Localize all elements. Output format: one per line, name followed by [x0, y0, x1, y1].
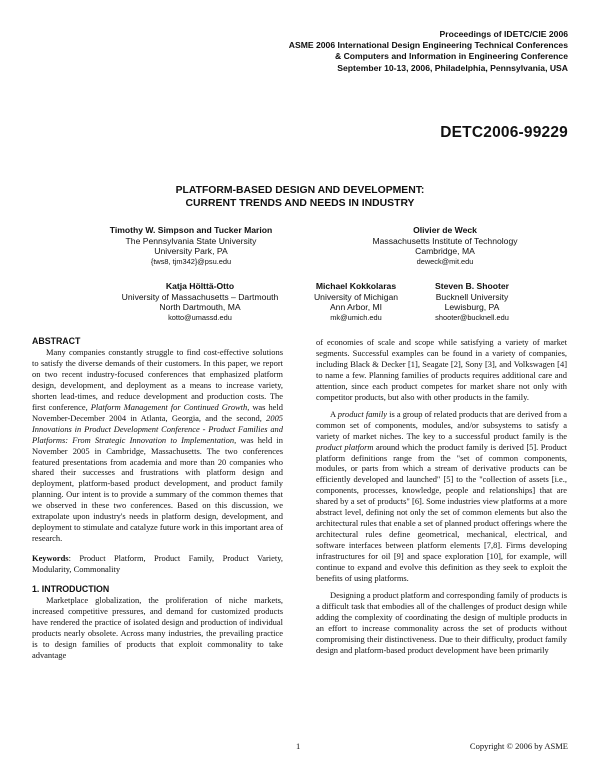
proceedings-line: & Computers and Information in Engineering Conference	[334, 51, 568, 62]
author-email: kotto@umassd.edu	[168, 312, 232, 322]
body-text: is a group of related products that are derived from a common set of components, modules, and/or subsystems to satisfy a variety of market niches. The key to a successful product family is the	[316, 408, 567, 441]
proceedings-line: Proceedings of IDETC/CIE 2006	[439, 29, 568, 39]
author-city: Lewisburg, PA	[444, 302, 500, 313]
keywords-paragraph	[32, 553, 283, 575]
author-email: deweck@mit.edu	[416, 256, 474, 266]
keywords-label: Keywords	[32, 553, 69, 564]
introduction-heading: 1. INTRODUCTION	[32, 584, 110, 595]
introduction-paragraph: Marketplace globalization, the proliferation of niche markets, increased competitive pressures, and demand for customized products have rendered the practice of isolated design and production of individual products nearly obsolete. Across many industries, the prevailing practice is to design families of products that exploit commonality to take advantage	[32, 595, 283, 660]
author-block	[84, 281, 316, 323]
abstract-heading: ABSTRACT	[32, 336, 81, 346]
body-italic-text: product family	[337, 408, 387, 419]
author-name: Steven B. Shooter	[434, 281, 510, 291]
title-line: CURRENT TRENDS AND NEEDS IN INDUSTRY	[185, 198, 415, 209]
author-name: Timothy W. Simpson and Tucker Marion	[109, 225, 273, 235]
abstract-paragraph	[32, 347, 283, 544]
abstract-italic-text: Platform Management for Continued Growth	[90, 401, 248, 412]
body-paragraph	[316, 409, 567, 584]
proceedings-header	[148, 29, 568, 74]
page-number: 1	[296, 741, 301, 751]
author-city: Ann Arbor, MI	[329, 302, 383, 313]
copyright-notice: Copyright © 2006 by ASME	[469, 741, 568, 751]
author-name: Olivier de Weck	[413, 225, 477, 235]
author-affiliation: University of Michigan	[313, 291, 399, 302]
abstract-italic-text: 2005 Innovations in Product Development Conference - Product Families and Platforms: From Strategic Innovation to Implementation	[32, 412, 283, 445]
paper-title	[0, 184, 600, 210]
abstract-text: , was held in November 2005 in Cambridge, Massachusetts. The two conferences featured presentations from academia and more than 20 companies who shared their successes and frustrations with platform design and deployment, platform-based product development, and product family planning. Our intent is to provide a summary of the common themes that we observed in these two conferences. Based on this discussion, we extrapolate upon industry's needs in platform design, development, and deployment to stimulate and catalyze future work in this important area of research.	[32, 434, 283, 544]
author-affiliation: The Pennsylvania State University	[125, 235, 257, 246]
author-block	[320, 225, 570, 267]
author-name: Katja Hölttä-Otto	[165, 281, 235, 291]
paper-id: DETC2006-99229	[440, 124, 568, 141]
author-city: Cambridge, MA	[415, 246, 475, 257]
title-line: PLATFORM-BASED DESIGN AND DEVELOPMENT:	[175, 185, 425, 196]
abstract-text: , was held November-December 2004 in Atlanta, Georgia, and the second,	[32, 401, 283, 423]
keywords-text: : Product Platform, Product Family, Product Variety, Modularity, Commonality	[32, 553, 283, 575]
author-city: University Park, PA	[154, 246, 228, 257]
body-italic-text: product platform	[316, 441, 374, 452]
author-email: shooter@bucknell.edu	[435, 312, 509, 322]
author-email: mk@umich.edu	[330, 312, 382, 322]
proceedings-line: ASME 2006 International Design Engineering Technical Conferences	[288, 40, 568, 51]
body-paragraph: Designing a product platform and corresponding family of products is a difficult task that embodies all of the challenges of product design while adding the complexity of coordinating the design of multiple products in an effort to increase commonality across the set of products without compromising their distinctiveness. Due to their difficulty, product family design and platform-based product development have been primarily	[316, 589, 567, 655]
proceedings-line: September 10-13, 2006, Philadelphia, Pennsylvania, USA	[337, 62, 568, 73]
body-paragraph: of economies of scale and scope while satisfying a variety of market segments. Successful examples can be found in a variety of companies, including Black & Decker [1], Seagate [2], Sony [3], and Volkswagen [4] to name a few. Planning families of products requires additional care and attention, since each product competes for market share not only with competitor products, but also with other products in the family.	[316, 337, 567, 402]
author-block	[402, 281, 542, 323]
author-email: {tws8, tjm342}@psu.edu	[150, 256, 232, 266]
author-city: North Dartmouth, MA	[159, 302, 241, 313]
author-affiliation: Bucknell University	[435, 291, 509, 302]
author-block	[56, 225, 326, 267]
author-affiliation: University of Massachusetts – Dartmouth	[121, 291, 279, 302]
left-column	[32, 336, 283, 661]
author-affiliation: Massachusetts Institute of Technology	[372, 235, 518, 246]
body-text: A	[330, 408, 338, 419]
abstract-text: Many companies constantly struggle to find cost-effective solutions to satisfy the diverse demands of their customers. In this paper, we report on two recent industry-focused conferences that emphasized platform design, development, and deployment as a means to increase variety, shorten lead-times, and reduce development and production costs. The first conference,	[32, 347, 283, 412]
author-name: Michael Kokkolaras	[315, 281, 397, 291]
right-column	[316, 337, 567, 656]
body-text: around which the product family is derived [5]. Product platform definitions range from the "set of common components, modules, or parts from which a stream of derivative products can be efficiently developed and launched" [5] to the "collection of assets [i.e., components, processes, knowledge, people and relationships] that are shared by a set of products" [6]. Some industries view platforms at a more abstract level, defining not only the set of common elements but also the architectural rules that enable a set of planned product offerings where the architectural rules define geometrical, mechanical, electrical, and software interfaces between platform elements [7,8]. Firms developing infrastructures for oil [9] and space exploration [10], for example, will continue to expand and evolve this definition as they seek to exploit the benefits of using platforms.	[316, 441, 568, 584]
